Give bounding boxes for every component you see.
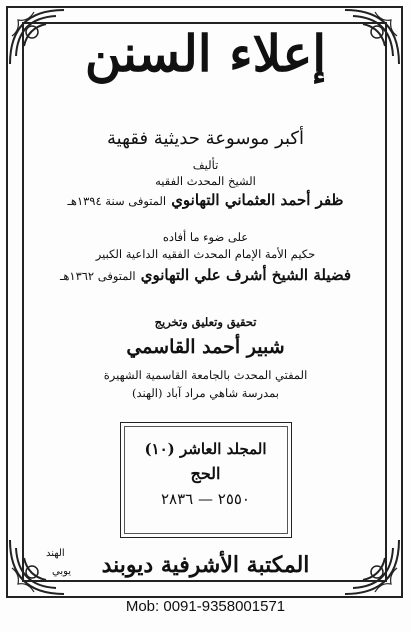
editor-line-1: المفتي المحدث بالجامعة القاسمية الشهيرة	[103, 368, 308, 382]
volume-range: ٢٥٥٠ — ٢٨٣٦	[160, 490, 250, 508]
guidance-name: فضيلة الشيخ أشرف علي التهانوي	[140, 266, 352, 284]
author-honorific: الشيخ المحدث الفقيه	[155, 174, 256, 188]
editor-label: تحقيق وتعليق وتخريج	[154, 315, 257, 329]
publisher-place-bottom: يوبي	[52, 566, 72, 577]
publisher-name: المكتبة الأشرفية ديوبند	[101, 552, 310, 578]
editor-name: شبير أحمد القاسمي	[126, 336, 285, 358]
editor-line-2: بمدرسة شاهي مراد آباد (الهند)	[132, 386, 279, 400]
author-name: ظفر أحمد العثماني التهانوي	[171, 191, 344, 209]
book-subtitle: أكبر موسوعة حديثية فقهية	[107, 128, 304, 149]
mobile-number: Mob: 0091-9358001571	[125, 598, 286, 615]
guidance-death: المتوفى ١٣٦٢هـ	[59, 269, 136, 283]
guidance-honorific: حكيم الأمة الإمام المحدث الفقيه الداعية الكبير	[95, 247, 316, 261]
author-death: المتوفى سنة ١٣٩٤هـ	[67, 194, 167, 208]
guidance-label: على ضوء ما أفاده	[162, 230, 249, 244]
book-title: إعلاء السنن	[84, 24, 327, 83]
volume-number: المجلد العاشر (١٠)	[144, 440, 267, 458]
publisher-place-top: الهند	[46, 548, 65, 559]
volume-topic: الحج	[190, 464, 221, 483]
author-label: تأليف	[192, 158, 219, 172]
